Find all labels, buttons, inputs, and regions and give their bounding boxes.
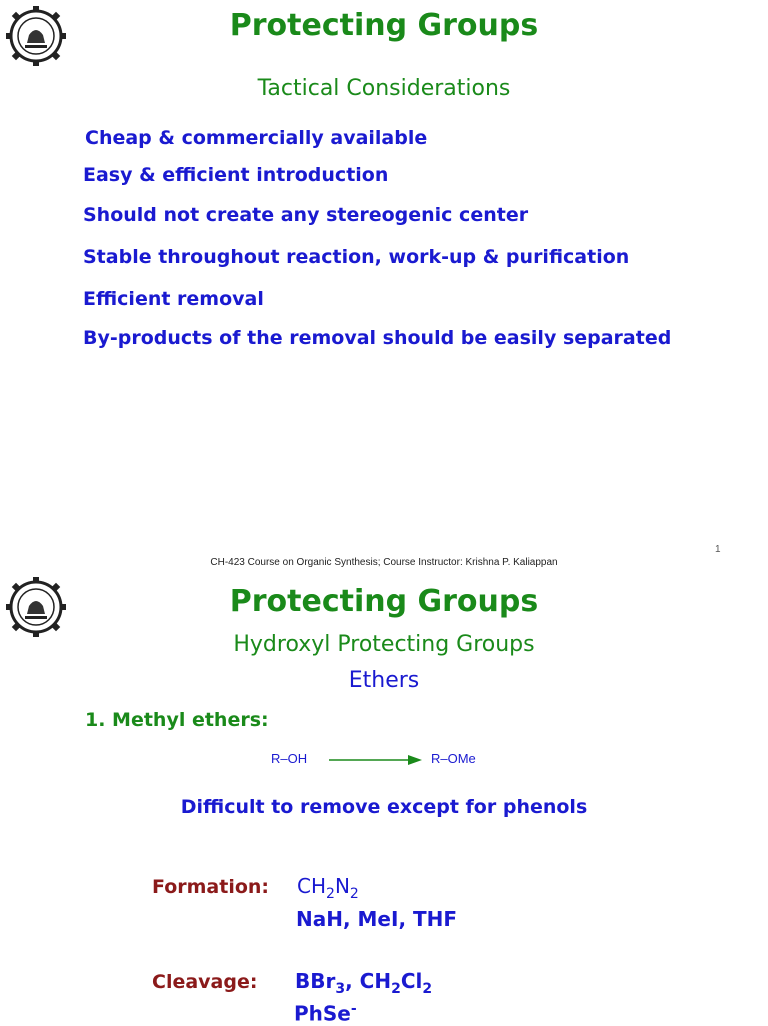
reaction-arrow-icon bbox=[328, 752, 424, 768]
section-heading: Ethers bbox=[348, 668, 420, 693]
slide1-subtitle: Tactical Considerations bbox=[257, 76, 511, 101]
page-number: 1 bbox=[715, 544, 721, 555]
slide1-title: Protecting Groups bbox=[229, 8, 539, 43]
methyl-ethers-heading: 1. Methyl ethers: bbox=[85, 709, 269, 731]
reactant-label: R–OH bbox=[271, 751, 308, 766]
cleavage-reagent-1: BBr$_3$, $CH_2Cl_2$ bbox=[295, 969, 433, 997]
slide2-subtitle: Hydroxyl Protecting Groups bbox=[233, 632, 535, 657]
bullet-5: Efficient removal bbox=[83, 288, 264, 310]
bullet-2: Easy & efficient introduction bbox=[83, 164, 389, 186]
slide1-footer: CH-423 Course on Organic Synthesis; Course Instructor: Krishna P. Kaliappan bbox=[210, 557, 558, 568]
bullet-6: By-products of the removal should be easily separated bbox=[83, 327, 672, 349]
slide2-title: Protecting Groups bbox=[229, 584, 539, 619]
formation-label: Formation: bbox=[152, 876, 270, 898]
product-label: R–OMe bbox=[431, 751, 476, 766]
bullet-1: Cheap & commercially available bbox=[85, 127, 428, 149]
cleavage-reagent-2: PhSe- bbox=[294, 1001, 357, 1026]
formation-reagent-1: $CH_2N_2$ bbox=[297, 874, 359, 902]
formation-reagent-2: NaH, MeI, THF bbox=[296, 907, 458, 931]
removal-note: Difficult to remove except for phenols bbox=[180, 796, 588, 818]
bullet-3: Should not create any stereogenic center bbox=[83, 204, 529, 226]
bullet-4: Stable throughout reaction, work-up & purification bbox=[83, 246, 630, 268]
cleavage-label: Cleavage: bbox=[152, 971, 258, 993]
